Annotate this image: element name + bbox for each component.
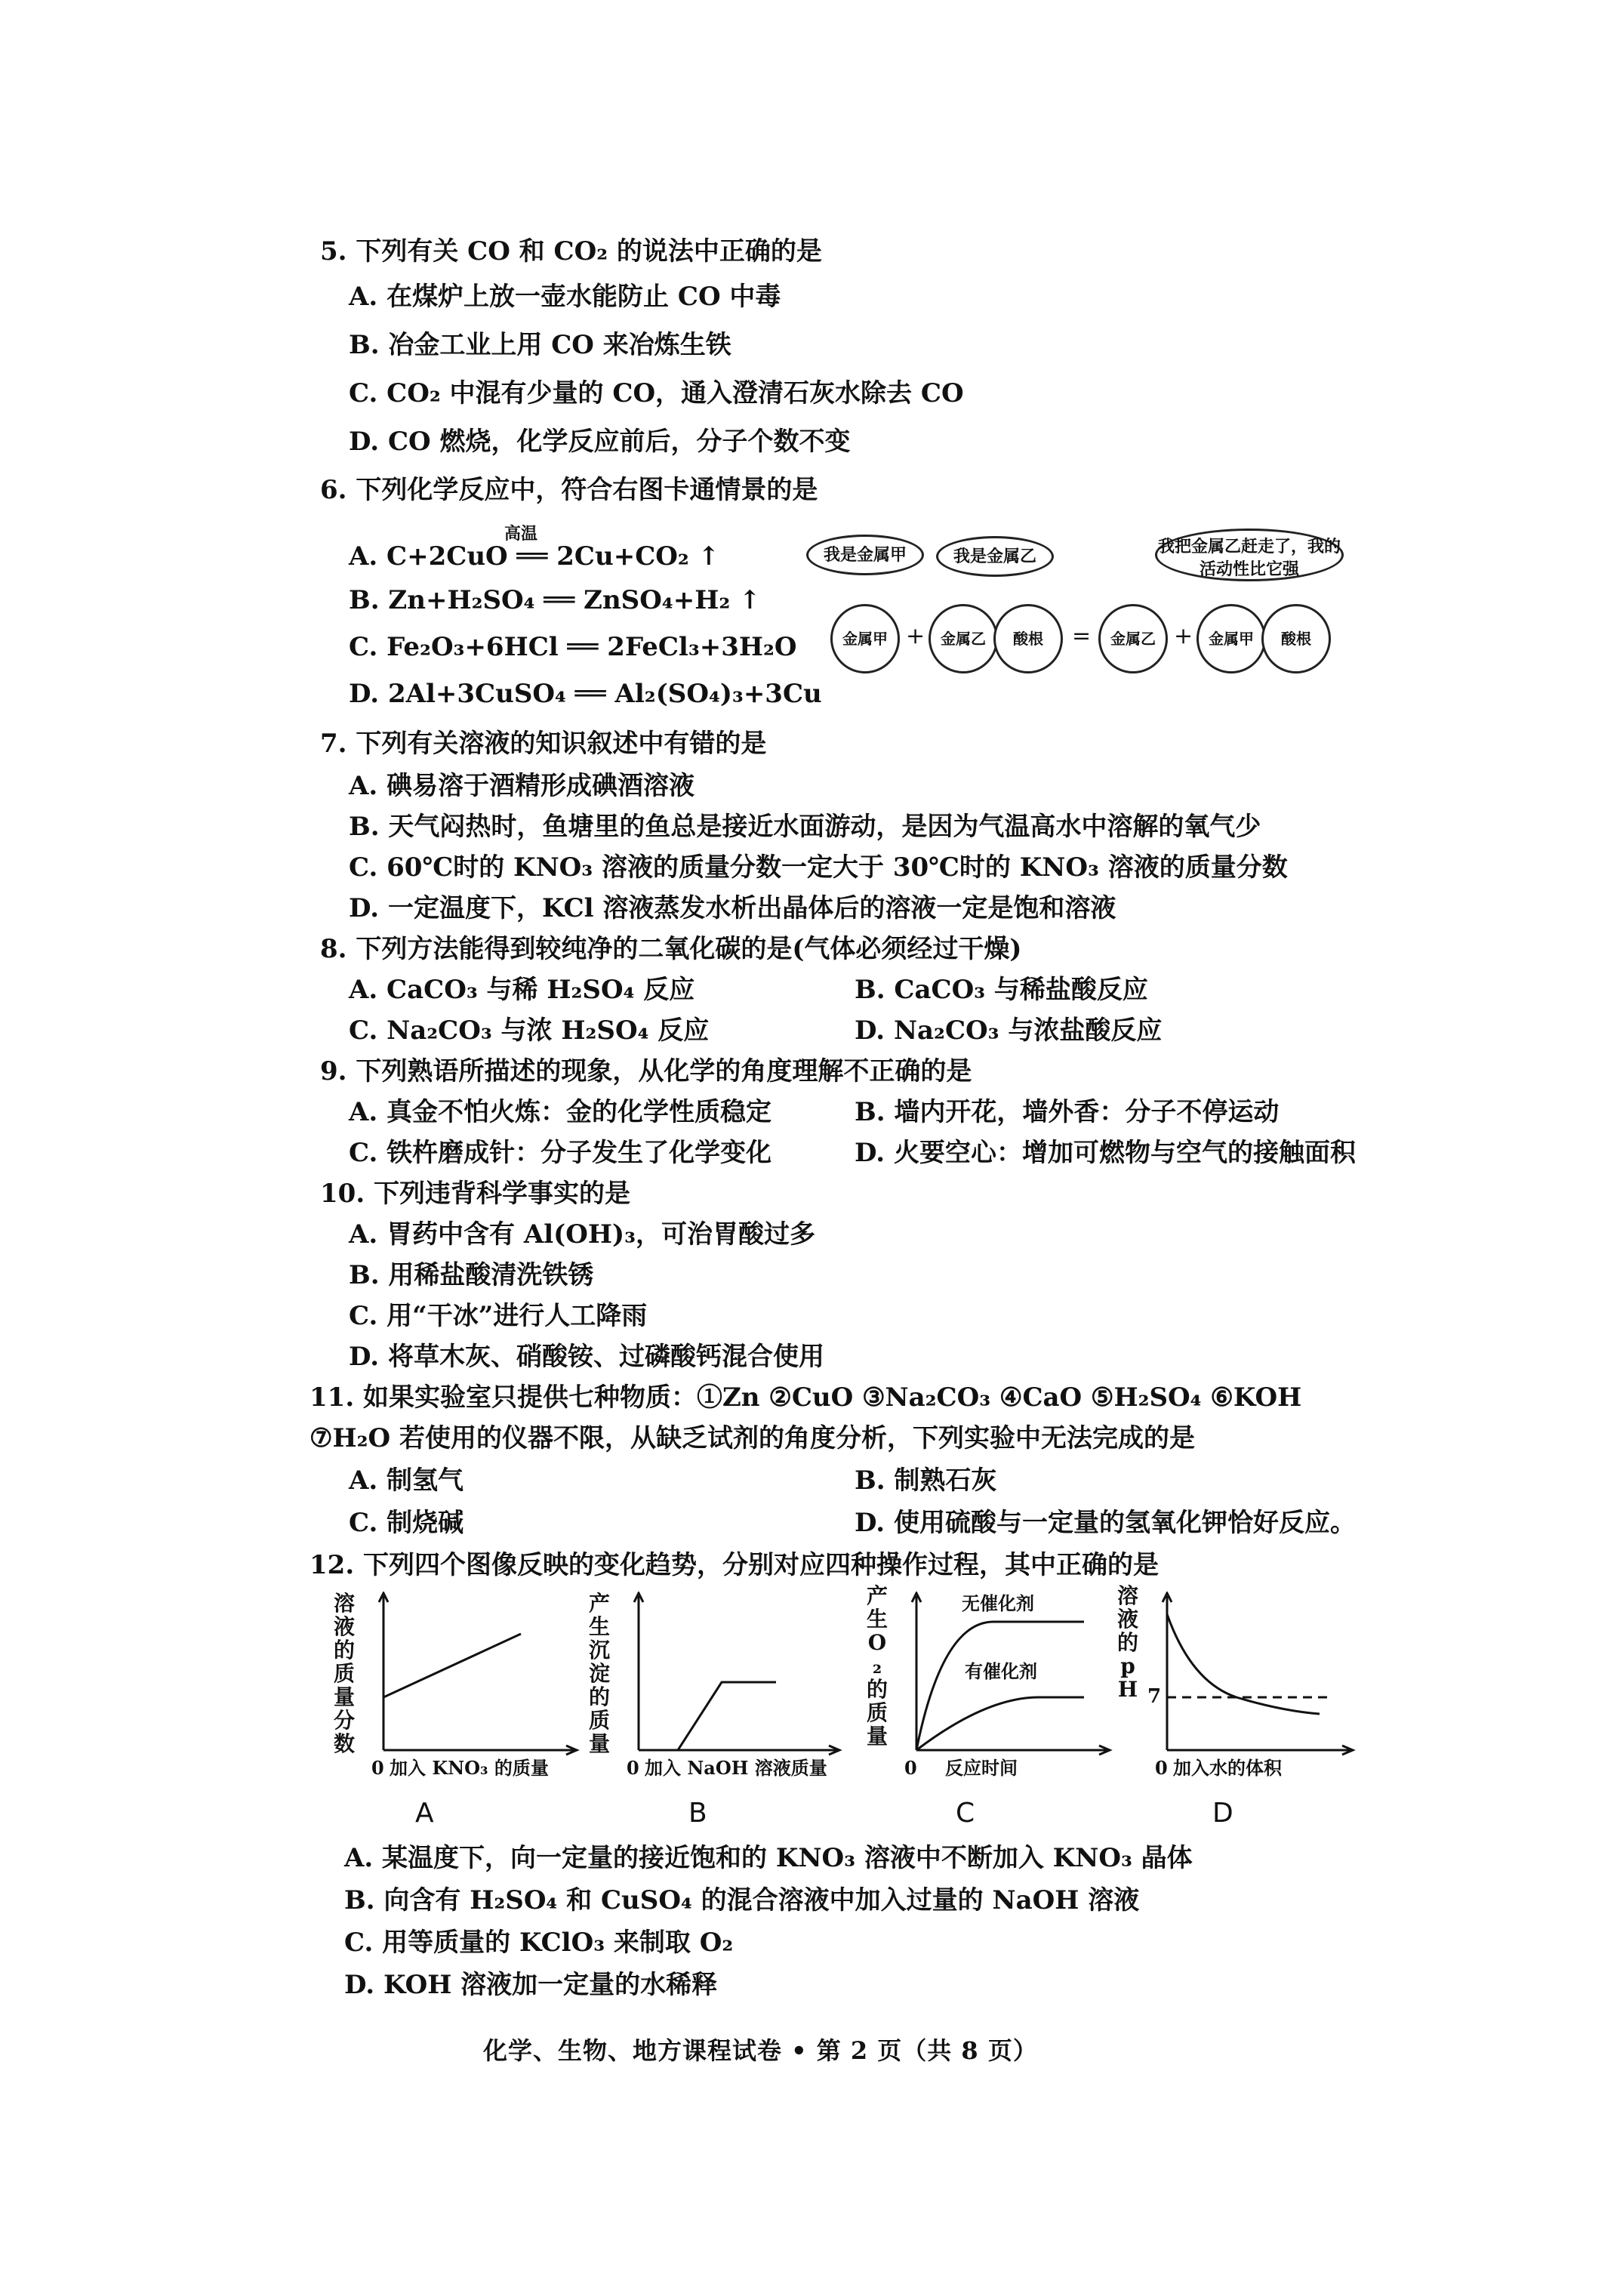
graph-c-curve-catalyst: 有催化剂: [965, 1660, 1037, 1682]
bubble-metal-b: 我是金属乙: [936, 536, 1054, 577]
graph-c: [865, 1584, 1114, 1788]
graph-d-tick-7: 7: [1147, 1685, 1162, 1708]
graph-b: [587, 1592, 844, 1788]
q7-option-d: D. 一定温度下，KCl 溶液蒸发水析出晶体后的溶液一定是饱和溶液: [349, 893, 1116, 923]
graph-d-x-label: 加入水的体积: [1173, 1757, 1282, 1779]
q8-option-c: C. Na₂CO₃ 与浓 H₂SO₄ 反应: [349, 1015, 710, 1046]
q11-option-b: B. 制熟石灰: [855, 1465, 997, 1496]
q5-option-b: B. 冶金工业上用 CO 来冶炼生铁: [349, 330, 731, 360]
q5-option-a: A. 在煤炉上放一壶水能防止 CO 中毒: [349, 282, 781, 312]
graph-a-caption: A: [415, 1798, 434, 1829]
q11-option-a: A. 制氢气: [349, 1465, 464, 1496]
graph-d-y-label: 溶液的pH: [1116, 1583, 1138, 1702]
q9-option-d: D. 火要空心：增加可燃物与空气的接触面积: [855, 1138, 1356, 1168]
graph-c-y-label: 产生O₂的质量: [866, 1583, 888, 1749]
bubble-metal-a: 我是金属甲: [806, 535, 924, 575]
q6-cartoon: [800, 529, 1366, 695]
q9-option-a: A. 真金不怕火炼：金的化学性质稳定: [349, 1097, 772, 1127]
face-metal-b: 金属乙: [929, 604, 998, 673]
q6-option-a-condition: 高温: [504, 524, 538, 544]
graph-b-y-label: 产生沉淀的质量: [588, 1591, 610, 1756]
face-metal-a: 金属甲: [830, 604, 900, 673]
q7-stem: 7. 下列有关溶液的知识叙述中有错的是: [320, 729, 767, 759]
q10-option-a: A. 胃药中含有 Al(OH)₃，可治胃酸过多: [349, 1219, 815, 1250]
q12-option-c: C. 用等质量的 KClO₃ 来制取 O₂: [344, 1928, 734, 1958]
graph-d: [1116, 1584, 1357, 1788]
graph-d-plot: [1146, 1592, 1357, 1758]
q11-stem-line-1: 11. 如果实验室只提供七种物质：①Zn ②CuO ③Na₂CO₃ ④CaO ⑤H₂SO₄ ⑥KOH: [310, 1382, 1302, 1413]
q10-option-b: B. 用稀盐酸清洗铁锈: [349, 1260, 594, 1290]
face-metal-a-bonded: 金属甲: [1196, 604, 1266, 673]
cartoon-plus-1: +: [906, 623, 925, 649]
q6-option-d: D. 2Al+3CuSO₄ ══ Al₂(SO₄)₃+3Cu: [349, 679, 822, 709]
q7-option-b: B. 天气闷热时，鱼塘里的鱼总是接近水面游动，是因为气温高水中溶解的氧气少: [349, 812, 1261, 842]
graph-b-x-label: 加入 NaOH 溶液质量: [645, 1757, 827, 1779]
q9-stem: 9. 下列熟语所描述的现象，从化学的角度理解不正确的是: [320, 1056, 972, 1086]
graph-a-x-label: 加入 KNO₃ 的质量: [390, 1757, 549, 1779]
face-metal-b-freed: 金属乙: [1098, 604, 1168, 673]
graph-c-caption: C: [956, 1798, 975, 1829]
bubble-metal-a-replaces: 我把金属乙赶走了，我的活动性比它强: [1155, 529, 1344, 581]
graph-a-plot: [362, 1592, 581, 1758]
q10-option-c: C. 用“干冰”进行人工降雨: [349, 1301, 648, 1331]
q5-option-c: C. CO₂ 中混有少量的 CO，通入澄清石灰水除去 CO: [349, 378, 964, 408]
q7-option-c: C. 60℃时的 KNO₃ 溶液的质量分数一定大于 30℃时的 KNO₃ 溶液的质量分数: [349, 852, 1288, 883]
graph-d-caption: D: [1212, 1798, 1233, 1829]
q7-option-a: A. 碘易溶于酒精形成碘酒溶液: [349, 771, 695, 801]
q11-stem-line-2: ⑦H₂O 若使用的仪器不限，从缺乏试剂的角度分析，下列实验中无法完成的是: [310, 1423, 1195, 1453]
graph-b-plot: [617, 1592, 844, 1758]
graph-c-curve-no-catalyst: 无催化剂: [962, 1592, 1034, 1614]
page-footer: 化学、生物、地方课程试卷 • 第 2 页（共 8 页）: [483, 2036, 1038, 2065]
q11-option-c: C. 制烧碱: [349, 1508, 464, 1538]
q6-option-b: B. Zn+H₂SO₄ ══ ZnSO₄+H₂ ↑: [349, 585, 761, 615]
graph-a-y-label: 溶液的质量分数: [333, 1591, 355, 1756]
q6-option-c: C. Fe₂O₃+6HCl ══ 2FeCl₃+3H₂O: [349, 632, 797, 662]
q12-option-d: D. KOH 溶液加一定量的水稀释: [344, 1970, 718, 2000]
graph-a: [332, 1592, 581, 1788]
graph-a-origin: 0: [371, 1757, 384, 1779]
q10-stem: 10. 下列违背科学事实的是: [320, 1179, 630, 1209]
q8-option-a: A. CaCO₃ 与稀 H₂SO₄ 反应: [349, 975, 695, 1005]
q8-stem: 8. 下列方法能得到较纯净的二氧化碳的是(气体必须经过干燥): [320, 934, 1022, 964]
graph-d-origin: 0: [1155, 1757, 1168, 1779]
q12-option-b: B. 向含有 H₂SO₄ 和 CuSO₄ 的混合溶液中加入过量的 NaOH 溶液: [344, 1885, 1140, 1915]
q12-option-a: A. 某温度下，向一定量的接近饱和的 KNO₃ 溶液中不断加入 KNO₃ 晶体: [344, 1843, 1193, 1873]
q8-option-b: B. CaCO₃ 与稀盐酸反应: [855, 975, 1148, 1005]
q11-option-d: D. 使用硫酸与一定量的氢氧化钾恰好反应。: [855, 1508, 1356, 1538]
face-acid-radical-2: 酸根: [1261, 604, 1331, 673]
q6-option-a: A. C+2CuO ══ 2Cu+CO₂ ↑: [349, 541, 720, 572]
face-acid-radical-1: 酸根: [993, 604, 1063, 673]
graph-b-origin: 0: [627, 1757, 639, 1779]
cartoon-plus-2: +: [1174, 623, 1193, 649]
cartoon-equals: =: [1072, 623, 1092, 649]
q9-option-c: C. 铁杵磨成针：分子发生了化学变化: [349, 1138, 772, 1168]
q5-option-d: D. CO 燃烧，化学反应前后，分子个数不变: [349, 427, 851, 457]
q8-option-d: D. Na₂CO₃ 与浓盐酸反应: [855, 1015, 1163, 1046]
graph-c-x-label: 反应时间: [945, 1757, 1018, 1779]
q12-stem: 12. 下列四个图像反映的变化趋势，分别对应四种操作过程，其中正确的是: [310, 1550, 1159, 1580]
graph-b-caption: B: [688, 1798, 707, 1829]
graph-c-origin: 0: [904, 1757, 917, 1779]
q5-stem: 5. 下列有关 CO 和 CO₂ 的说法中正确的是: [320, 236, 822, 267]
q9-option-b: B. 墙内开花，墙外香：分子不停运动: [855, 1097, 1280, 1127]
q6-stem: 6. 下列化学反应中，符合右图卡通情景的是: [320, 475, 818, 505]
q10-option-d: D. 将草木灰、硝酸铵、过磷酸钙混合使用: [349, 1342, 824, 1372]
